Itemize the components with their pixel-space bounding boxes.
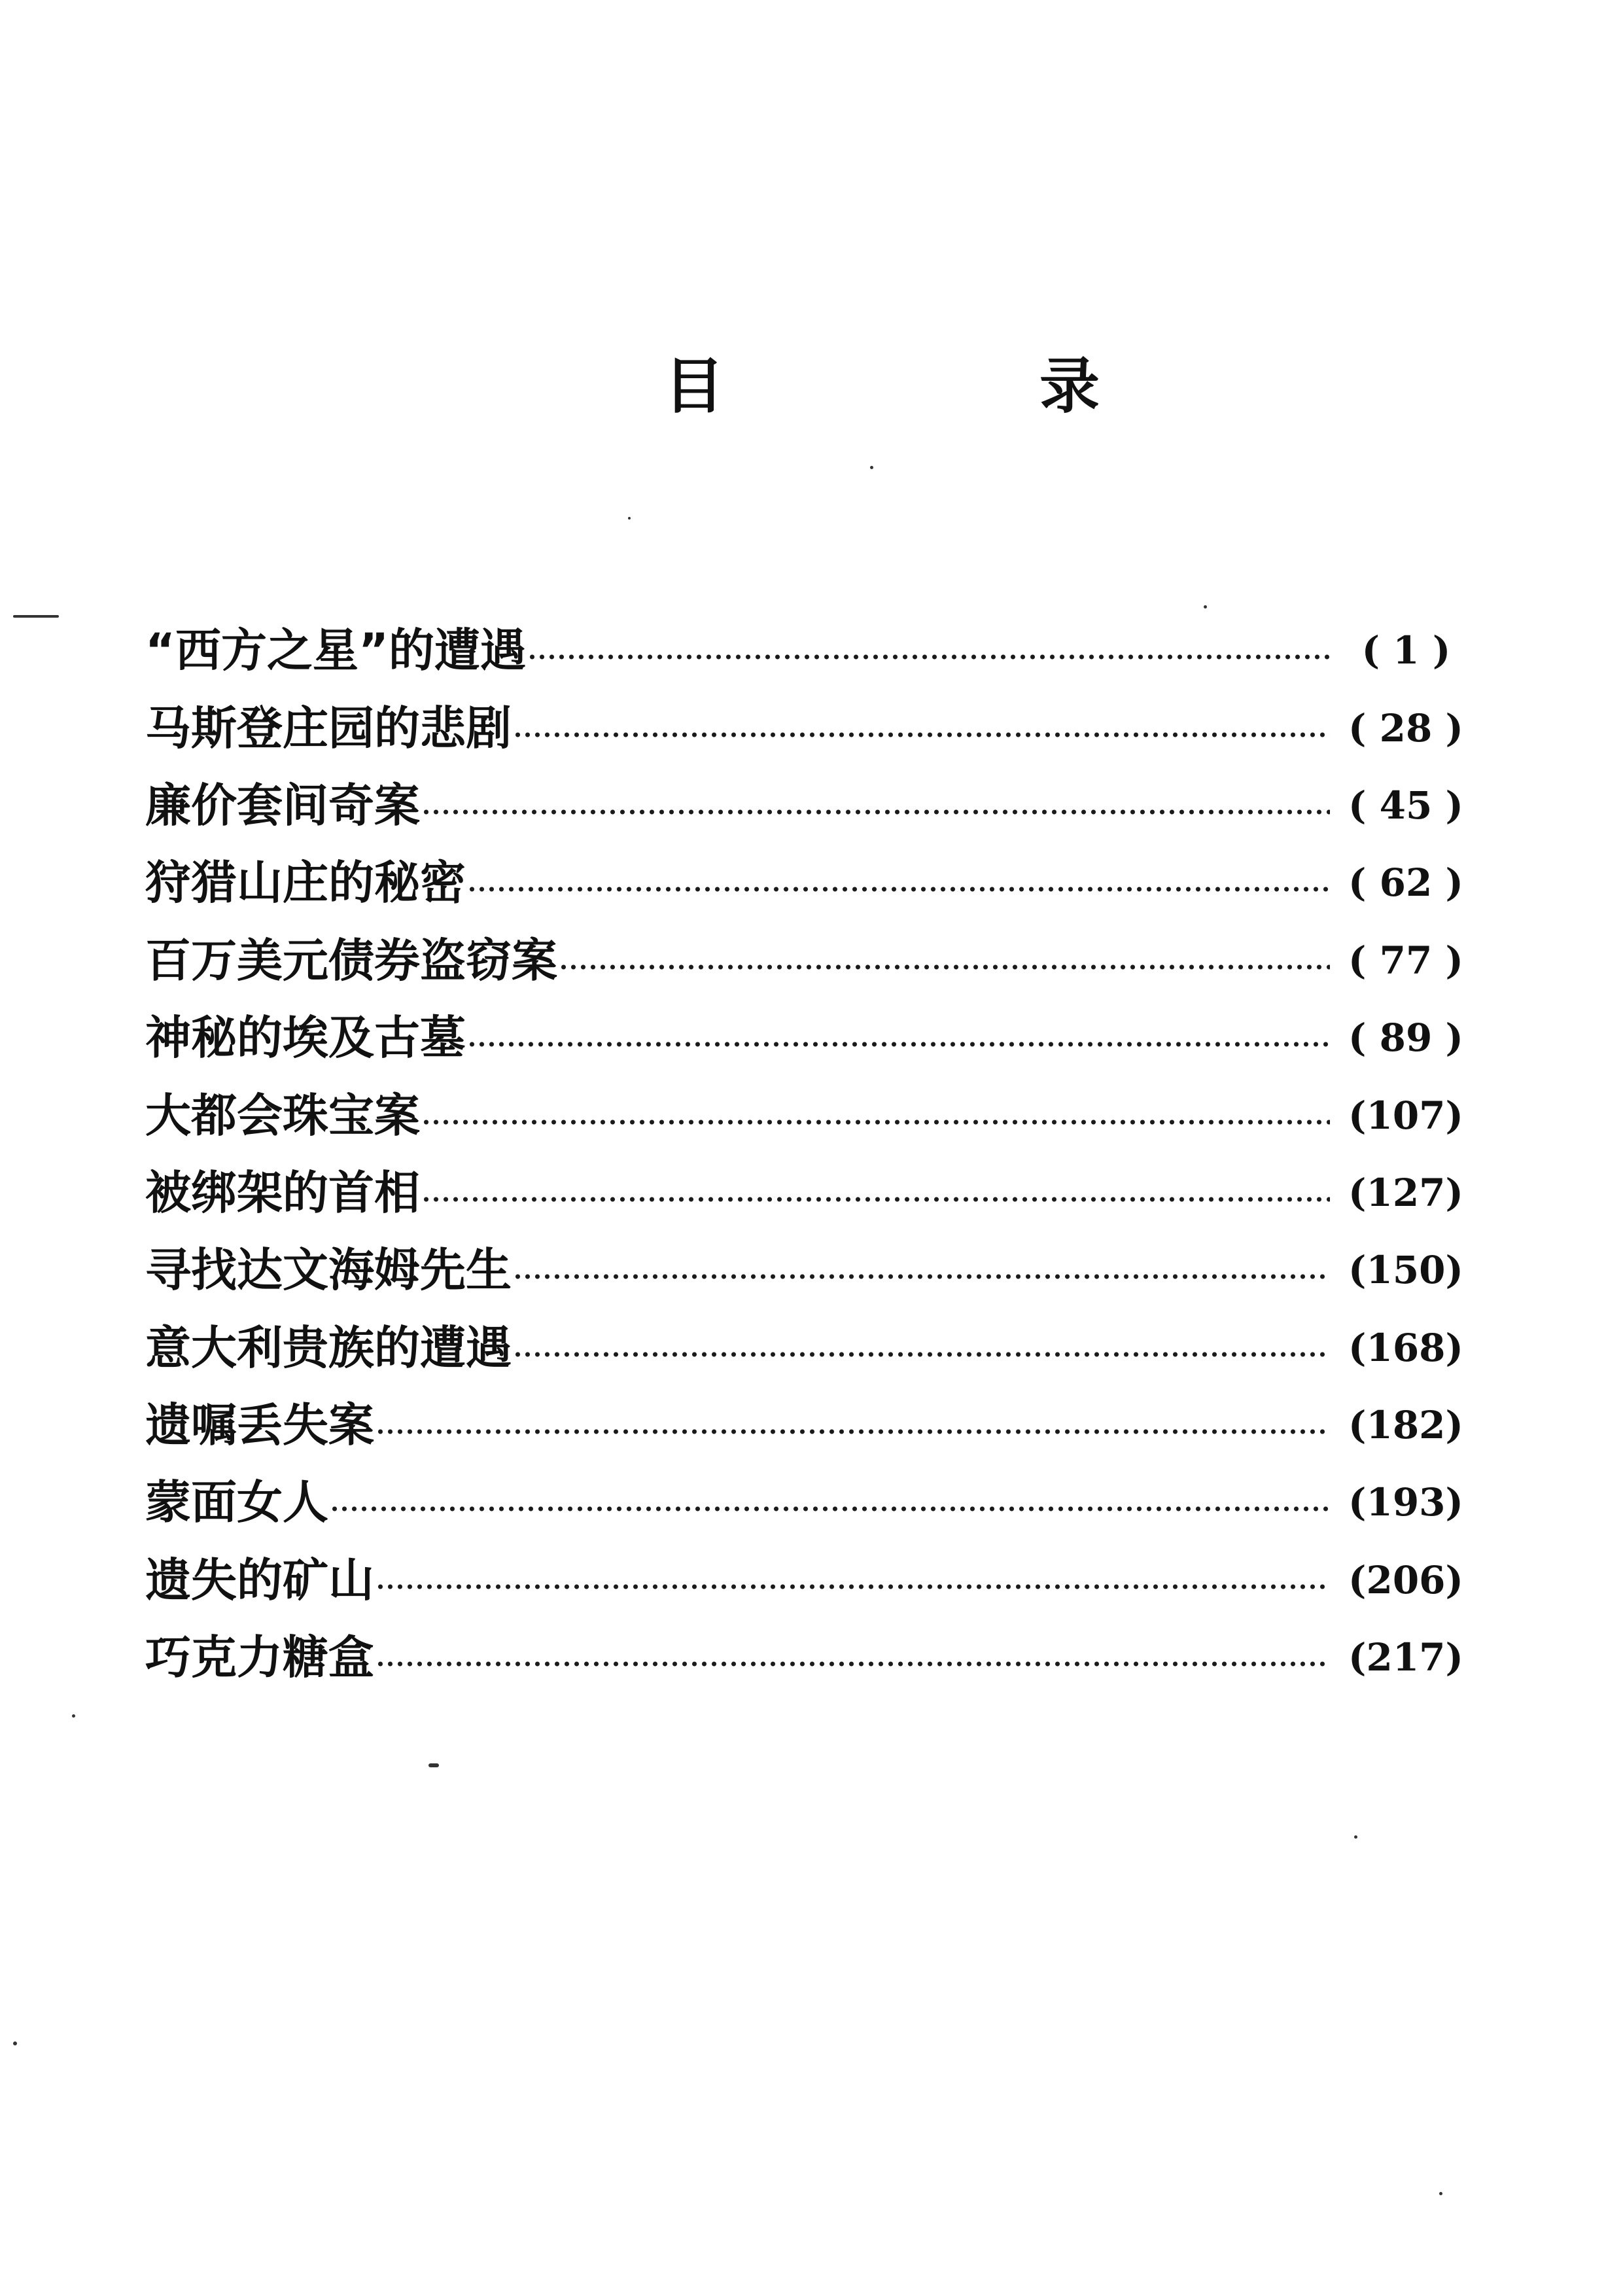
dot-leader: [421, 1118, 1330, 1127]
toc-entry[interactable]: [145, 767, 1463, 844]
toc-entry[interactable]: [145, 922, 1463, 999]
toc-entry-page: ( 1 ): [1361, 628, 1451, 673]
dot-leader: [467, 1040, 1330, 1049]
toc-entry[interactable]: [145, 689, 1463, 766]
dot-leader: [467, 885, 1330, 894]
toc-entry-title: 大都会珠宝案: [145, 1088, 420, 1142]
toc-entry-title: 百万美元债券盗窃案: [145, 933, 557, 987]
scan-speck: [72, 1714, 75, 1718]
toc-entry[interactable]: [145, 999, 1463, 1076]
toc-entry-page: ( 77 ): [1348, 938, 1463, 983]
dot-leader: [559, 963, 1330, 972]
toc-entry-page: (150): [1348, 1248, 1463, 1293]
dot-leader: [375, 1659, 1330, 1669]
toc-entry-title: 廉价套间奇案: [145, 778, 420, 832]
toc-entry-title: 马斯登庄园的悲剧: [145, 701, 512, 755]
toc-entry[interactable]: [145, 844, 1463, 921]
toc-entry-page: (107): [1348, 1093, 1463, 1138]
dot-leader: [513, 730, 1330, 739]
table-of-contents: [145, 612, 1463, 1696]
scan-speck: [13, 2041, 17, 2045]
toc-entry[interactable]: [145, 1542, 1463, 1619]
toc-entry-page: (217): [1348, 1635, 1463, 1680]
toc-entry-title: 意大利贵族的遭遇: [145, 1320, 512, 1375]
toc-entry-title: 遗失的矿山: [145, 1553, 374, 1607]
toc-entry-page: (182): [1348, 1403, 1463, 1448]
toc-entry-page: ( 45 ): [1348, 783, 1463, 828]
dot-leader: [421, 1195, 1330, 1204]
toc-entry[interactable]: [145, 1386, 1463, 1464]
dot-leader: [421, 807, 1330, 817]
toc-entry[interactable]: [145, 1231, 1463, 1309]
dot-leader: [513, 1350, 1330, 1359]
toc-entry-title: 被绑架的首相: [145, 1165, 420, 1220]
scan-speck: [1354, 1835, 1357, 1839]
dot-leader: [375, 1427, 1330, 1436]
dot-leader: [375, 1582, 1330, 1591]
toc-entry-title: 狩猎山庄的秘密: [145, 856, 466, 910]
toc-entry-page: (168): [1348, 1325, 1463, 1370]
toc-entry-title: 寻找达文海姆先生: [145, 1243, 512, 1298]
toc-entry[interactable]: [145, 1076, 1463, 1154]
toc-entry-page: ( 28 ): [1348, 705, 1463, 751]
dot-leader: [527, 652, 1331, 662]
toc-entry-page: (206): [1348, 1557, 1463, 1602]
toc-entry[interactable]: [145, 1309, 1463, 1386]
toc-entry[interactable]: [145, 1619, 1463, 1696]
toc-entry-page: (127): [1348, 1170, 1463, 1215]
scan-speck: [13, 615, 59, 618]
toc-entry-page: (193): [1348, 1480, 1463, 1525]
scan-speck: [428, 1763, 439, 1767]
dot-leader: [513, 1272, 1330, 1281]
toc-entry[interactable]: [145, 1154, 1463, 1231]
scan-speck: [628, 517, 631, 520]
toc-entry-page: ( 89 ): [1348, 1016, 1463, 1061]
page-title: 目 录: [664, 351, 1228, 421]
toc-entry[interactable]: [145, 612, 1463, 689]
toc-entry-title: 遗嘱丢失案: [145, 1398, 374, 1453]
toc-entry[interactable]: [145, 1464, 1463, 1541]
toc-entry-title: 蒙面女人: [145, 1475, 328, 1530]
scan-speck: [870, 466, 873, 469]
scan-speck: [1204, 605, 1207, 609]
toc-entry-page: ( 62 ): [1348, 860, 1463, 906]
toc-entry-title: 巧克力糖盒: [145, 1631, 374, 1685]
toc-entry-title: “西方之星”的遭遇: [145, 624, 527, 678]
scan-speck: [1439, 2192, 1442, 2195]
dot-leader: [330, 1504, 1330, 1513]
toc-entry-title: 神秘的埃及古墓: [145, 1011, 466, 1065]
